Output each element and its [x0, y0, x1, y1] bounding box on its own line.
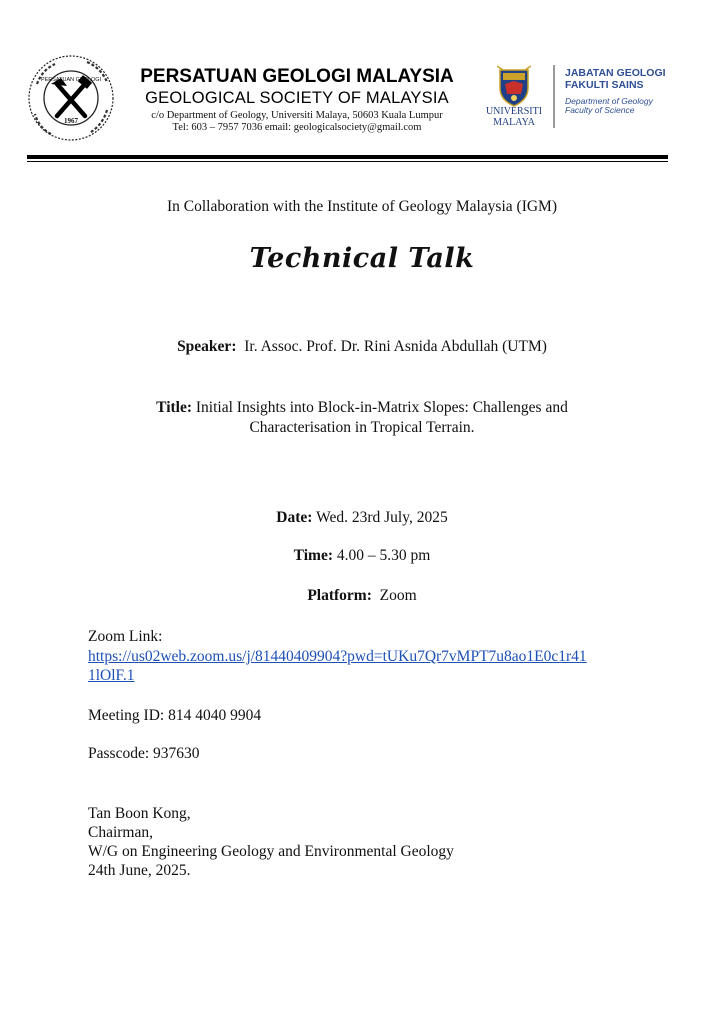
- title-line1: Initial Insights into Block-in-Matrix Slopes: Challenges and: [195, 399, 568, 416]
- department-english-line2: Faculty of Science: [565, 105, 635, 116]
- university-name-line2: MALAYA: [493, 116, 535, 128]
- zoom-label: Zoom Link:: [88, 628, 163, 645]
- org-header: [122, 67, 472, 133]
- um-crest-logo: [497, 64, 531, 108]
- department-english-line1: Department of Geology: [565, 95, 653, 106]
- org-name-malay: PERSATUAN GEOLOGI MALAYSIA: [140, 66, 454, 87]
- speaker-line: [0, 338, 724, 356]
- passcode: Passcode: 937630: [88, 745, 200, 762]
- time-label: Time:: [293, 547, 333, 564]
- header-rule-thick: [27, 155, 668, 159]
- title-block: [0, 398, 724, 438]
- header-divider: [553, 65, 555, 128]
- department-malay-line1: JABATAN GEOLOGI: [565, 67, 666, 79]
- university-name: [478, 107, 550, 128]
- signature-name: Tan Boon Kong,: [88, 805, 191, 822]
- university-name-line1: UNIVERSITI: [485, 106, 543, 117]
- org-address: c/o Department of Geology, Universiti Malaya, 50603 Kuala Lumpur: [151, 110, 443, 122]
- time-line: [0, 547, 724, 565]
- zoom-link-line1[interactable]: https://us02web.zoom.us/j/81440409904?pwd=tUKu7Qr7vMPT7u8ao1E0c1r41: [88, 648, 587, 665]
- talk-heading: Technical Talk: [249, 243, 475, 274]
- org-contact: Tel: 603 – 7957 7036 email: geologicalsociety@gmail.com: [172, 122, 422, 134]
- signature-group: W/G on Engineering Geology and Environmental Geology: [88, 843, 454, 860]
- speaker-label: Speaker:: [177, 338, 237, 355]
- date-value: Wed. 23rd July, 2025: [316, 509, 448, 526]
- signature-role: Chairman,: [88, 824, 153, 841]
- department-malay-line2: FAKULTI SAINS: [565, 78, 644, 91]
- gsm-seal-logo: [27, 54, 115, 142]
- date-label: Date:: [276, 509, 313, 526]
- platform-value: Zoom: [379, 587, 417, 604]
- title-line2: Characterisation in Tropical Terrain.: [249, 419, 475, 436]
- seal-year: 1967: [64, 117, 78, 125]
- zoom-link-line2[interactable]: 1lOlF.1: [88, 667, 135, 684]
- date-line: [0, 509, 724, 527]
- signature-date: 24th June, 2025.: [88, 862, 191, 879]
- title-label: Title:: [156, 399, 193, 416]
- header-rule-thin: [27, 161, 668, 162]
- collaboration-line: In Collaboration with the Institute of Geology Malaysia (IGM): [166, 198, 557, 215]
- speaker-value: Ir. Assoc. Prof. Dr. Rini Asnida Abdullah (UTM): [244, 338, 547, 355]
- platform-line: [0, 587, 724, 605]
- zoom-link[interactable]: [88, 647, 587, 685]
- org-name-english: GEOLOGICAL SOCIETY OF MALAYSIA: [145, 88, 449, 107]
- seal-text-top: PERSATUAN GEOLOGI: [40, 77, 102, 83]
- time-value: 4.00 – 5.30 pm: [336, 547, 431, 564]
- platform-label: Platform:: [307, 587, 372, 604]
- department-block: [565, 68, 695, 116]
- signature-block: [88, 804, 454, 880]
- meeting-id: Meeting ID: 814 4040 9904: [88, 707, 262, 724]
